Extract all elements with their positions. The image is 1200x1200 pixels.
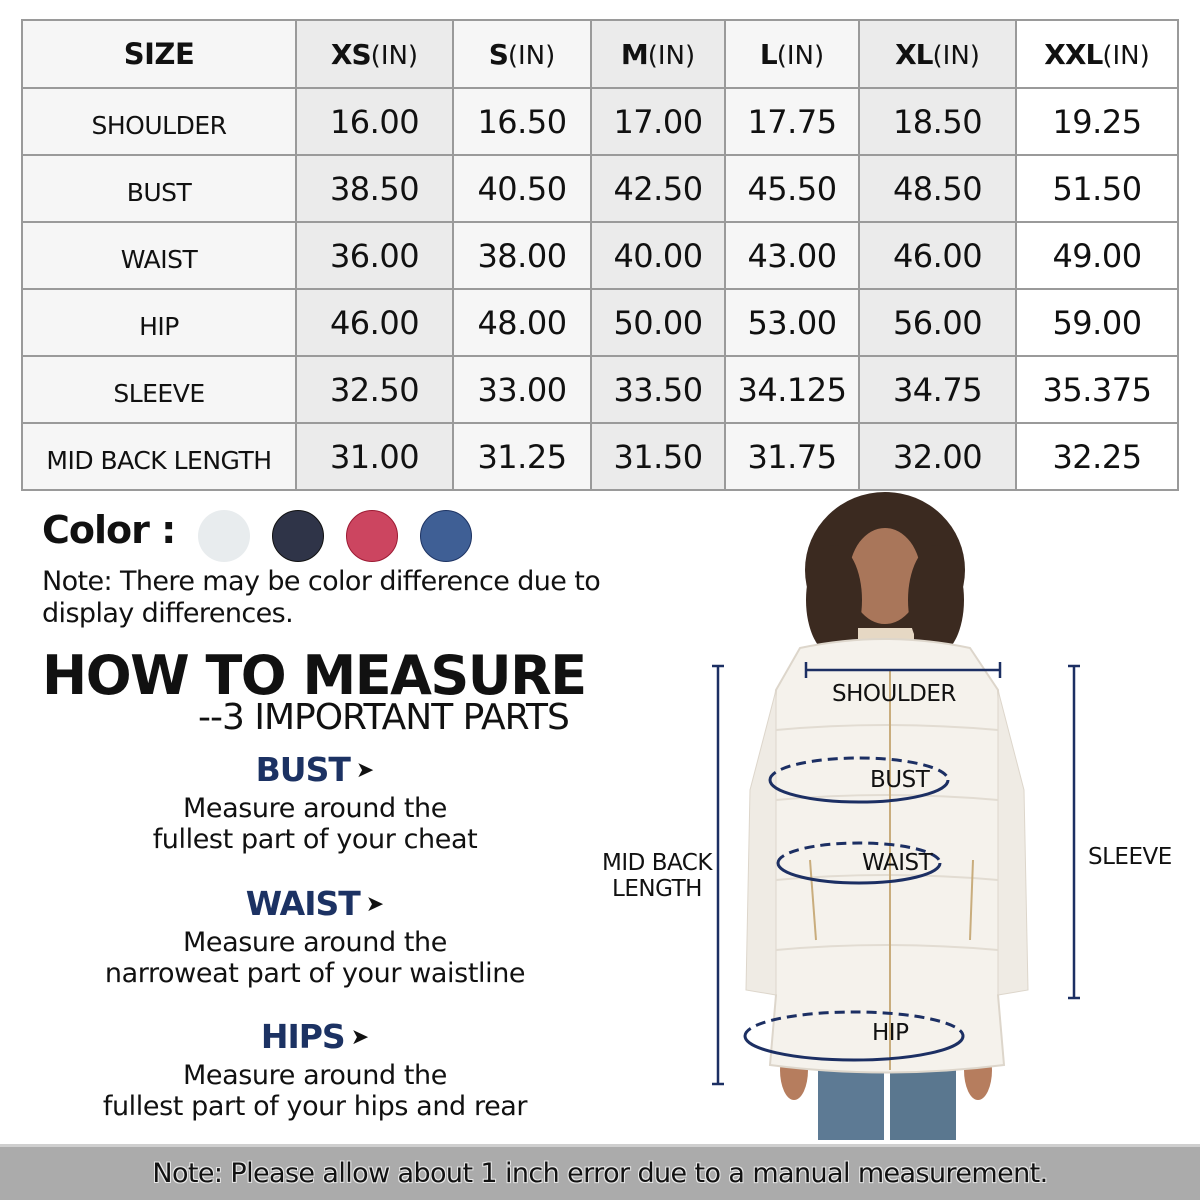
model-measurement-figure [580, 490, 1180, 1140]
color-swatch-blue[interactable] [420, 510, 472, 562]
size-code: XXL [1044, 37, 1103, 71]
arrow-right-icon: ➤ [365, 892, 385, 917]
label-line: LENGTH [612, 876, 702, 902]
table-cell: 40.50 [453, 155, 591, 222]
row-label: SHOULDER [22, 88, 296, 155]
color-label: Color : [42, 508, 176, 552]
size-unit: (IN) [647, 40, 696, 71]
how-to-measure-subtitle: --3 IMPORTANT PARTS [198, 697, 569, 738]
how-to-measure-title: HOW TO MEASURE [42, 644, 586, 707]
part-description [60, 793, 570, 855]
size-unit: (IN) [776, 40, 825, 71]
table-cell: 50.00 [591, 289, 725, 356]
size-code: S [488, 37, 508, 71]
label-line: MID BACK [602, 850, 712, 876]
color-swatch-red[interactable] [346, 510, 398, 562]
figure-label-bust: BUST [870, 767, 930, 793]
table-cell: 19.25 [1016, 88, 1178, 155]
measurement-error-banner [0, 1144, 1200, 1200]
header-size [22, 20, 296, 88]
part-desc-line: fullest part of your cheat [152, 824, 478, 855]
table-cell: 31.00 [296, 423, 453, 490]
table-cell: 33.50 [591, 356, 725, 423]
size-unit: (IN) [370, 40, 419, 71]
row-label: MID BACK LENGTH [22, 423, 296, 490]
table-row-mid-back-length [22, 423, 1178, 490]
arrow-right-icon: ➤ [355, 758, 375, 783]
size-code: XS [330, 37, 371, 71]
table-header-row [22, 20, 1178, 88]
table-cell: 17.00 [591, 88, 725, 155]
table-cell: 46.00 [859, 222, 1016, 289]
table-cell: 43.00 [725, 222, 859, 289]
table-cell: 18.50 [859, 88, 1016, 155]
table-row-bust [22, 155, 1178, 222]
arrow-right-icon: ➤ [350, 1025, 370, 1050]
table-cell: 38.00 [453, 222, 591, 289]
table-cell: 34.75 [859, 356, 1016, 423]
table-cell: 48.00 [453, 289, 591, 356]
part-title: WAIST [245, 884, 360, 923]
table-cell: 42.50 [591, 155, 725, 222]
row-label: HIP [22, 289, 296, 356]
table-cell: 51.50 [1016, 155, 1178, 222]
measure-part-bust [60, 750, 570, 855]
size-code: XL [895, 37, 933, 71]
part-desc-line: Measure around the [183, 927, 447, 958]
table-cell: 32.25 [1016, 423, 1178, 490]
part-heading [60, 884, 570, 923]
size-unit: (IN) [507, 40, 556, 71]
part-heading [60, 1017, 570, 1056]
table-cell: 38.50 [296, 155, 453, 222]
header-xs [296, 20, 453, 88]
header-xxl [1016, 20, 1178, 88]
table-cell: 35.375 [1016, 356, 1178, 423]
row-label: BUST [22, 155, 296, 222]
part-desc-line: Measure around the [183, 1060, 447, 1091]
table-cell: 17.75 [725, 88, 859, 155]
table-cell: 31.50 [591, 423, 725, 490]
table-cell: 16.00 [296, 88, 453, 155]
row-label: SLEEVE [22, 356, 296, 423]
table-cell: 34.125 [725, 356, 859, 423]
size-code: L [759, 37, 777, 71]
header-xl [859, 20, 1016, 88]
header-m [591, 20, 725, 88]
table-cell: 53.00 [725, 289, 859, 356]
table-cell: 33.00 [453, 356, 591, 423]
size-unit: (IN) [932, 40, 980, 71]
figure-label-hip: HIP [872, 1020, 909, 1046]
size-unit: (IN) [1102, 40, 1150, 71]
table-cell: 36.00 [296, 222, 453, 289]
part-desc-line: Measure around the [183, 793, 447, 824]
table-cell: 56.00 [859, 289, 1016, 356]
row-label: WAIST [22, 222, 296, 289]
part-title: BUST [255, 750, 350, 789]
figure-label-waist: WAIST [862, 850, 933, 876]
table-cell: 59.00 [1016, 289, 1178, 356]
size-code: M [620, 37, 648, 71]
color-swatch-navy[interactable] [272, 510, 324, 562]
table-row-waist [22, 222, 1178, 289]
color-swatch-white[interactable] [198, 510, 250, 562]
part-heading [60, 750, 570, 789]
header-s [453, 20, 591, 88]
table-cell: 40.00 [591, 222, 725, 289]
part-description [60, 927, 570, 989]
table-cell: 45.50 [725, 155, 859, 222]
table-cell: 32.50 [296, 356, 453, 423]
table-cell: 32.00 [859, 423, 1016, 490]
table-row-hip [22, 289, 1178, 356]
header-l [725, 20, 859, 88]
table-cell: 31.75 [725, 423, 859, 490]
part-desc-line: narroweat part of your waistline [104, 958, 526, 989]
part-title: HIPS [260, 1017, 345, 1056]
part-description [60, 1060, 570, 1122]
figure-label-mid-back-length [594, 850, 720, 902]
figure-label-shoulder: SHOULDER [832, 681, 956, 707]
measure-part-hips [60, 1017, 570, 1122]
measurement-error-note: Note: Please allow about 1 inch error due to a manual measurement. [152, 1158, 1048, 1189]
table-cell: 31.25 [453, 423, 591, 490]
table-cell: 46.00 [296, 289, 453, 356]
header-size-label: SIZE [123, 37, 195, 71]
table-row-shoulder [22, 88, 1178, 155]
color-difference-note: Note: There may be color difference due to display differences. [42, 566, 601, 629]
part-desc-line: fullest part of your hips and rear [102, 1091, 528, 1122]
table-cell: 16.50 [453, 88, 591, 155]
figure-label-sleeve: SLEEVE [1088, 844, 1172, 870]
size-chart-table [21, 19, 1179, 491]
table-cell: 49.00 [1016, 222, 1178, 289]
table-cell: 48.50 [859, 155, 1016, 222]
table-row-sleeve [22, 356, 1178, 423]
measure-part-waist [60, 884, 570, 989]
